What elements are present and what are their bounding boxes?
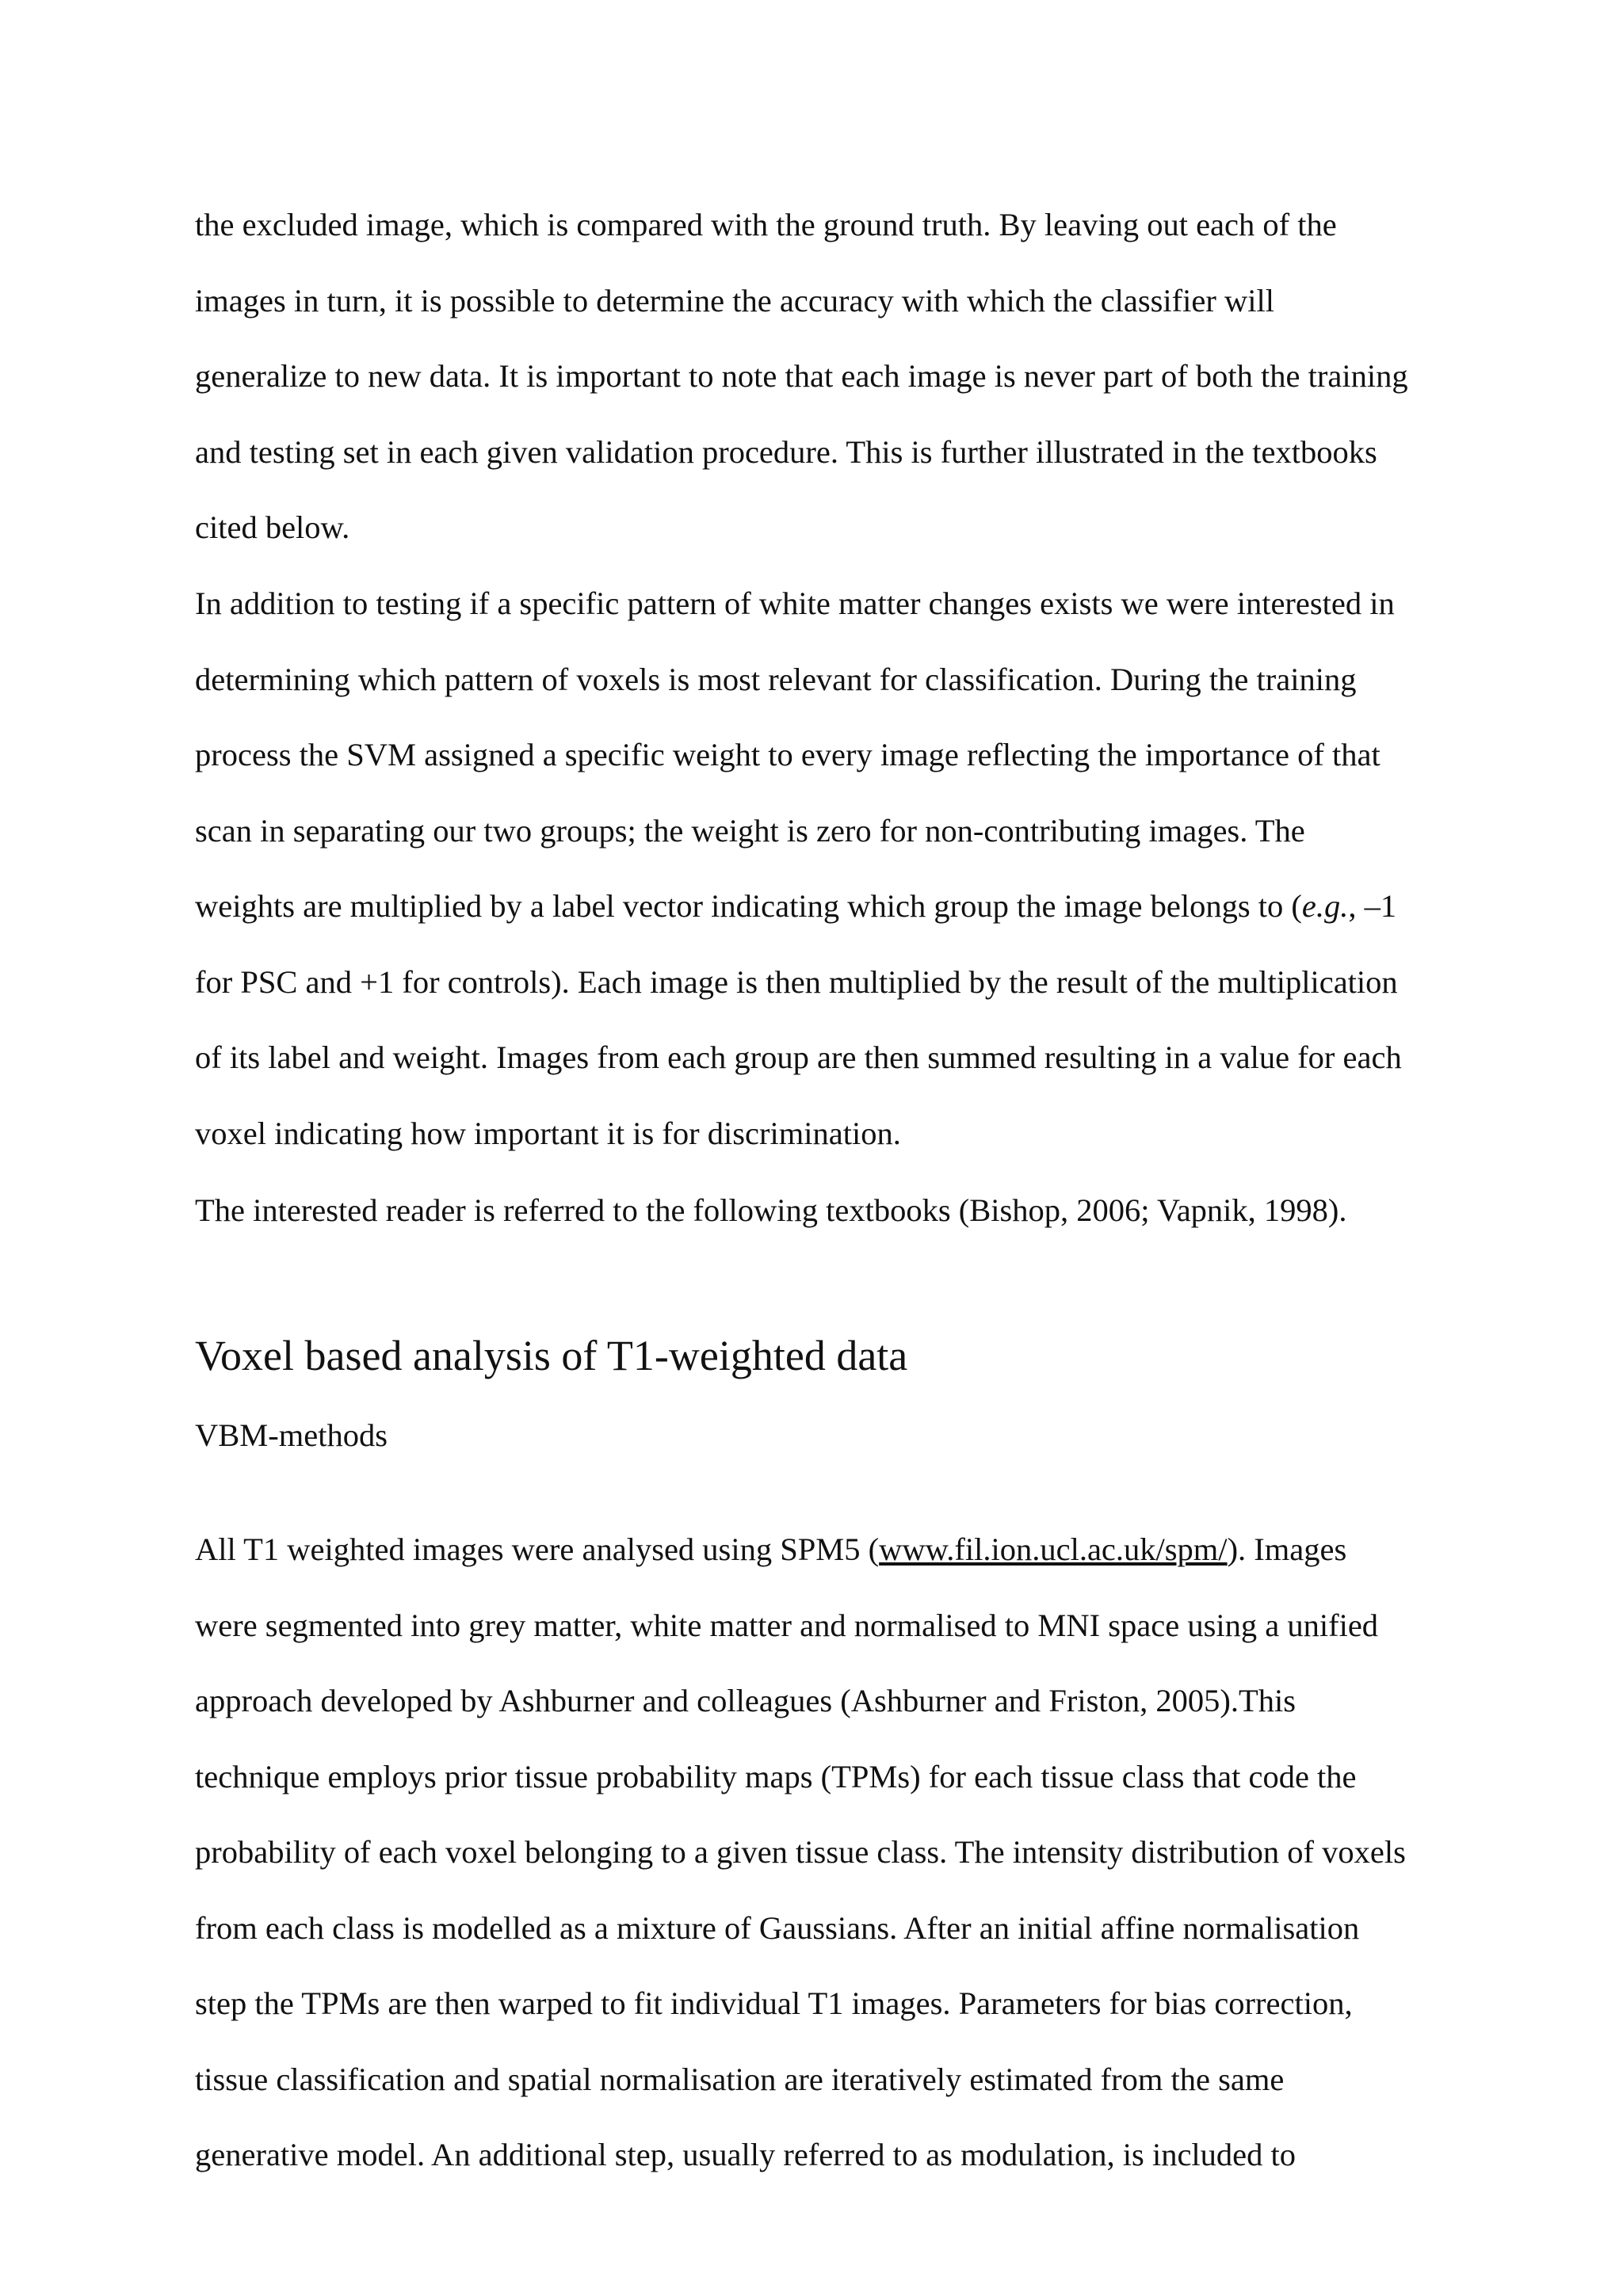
text-line: cited below.: [195, 509, 350, 545]
paragraph-references: [195, 1173, 1347, 1249]
text-line: step the TPMs are then warped to fit individual T1 images. Parameters for bias correction,: [195, 1985, 1353, 2021]
text-fragment: weights are multiplied by a label vector indicating which group the image belongs to (: [195, 888, 1302, 924]
text-line: generative model. An additional step, usually referred to as modulation, is included to: [195, 2137, 1296, 2172]
text-line: The interested reader is referred to the following textbooks (Bishop, 2006; Vapnik, 1998).: [195, 1192, 1347, 1228]
text-line: In addition to testing if a specific pattern of white matter changes exists we were interested in: [195, 585, 1395, 621]
spm-link[interactable]: www.fil.ion.ucl.ac.uk/spm/: [879, 1531, 1228, 1567]
italic-abbreviation: e.g.: [1301, 888, 1349, 924]
section-heading: Voxel based analysis of T1-weighted data: [195, 1332, 908, 1379]
text-line: from each class is modelled as a mixture of Gaussians. After an initial affine normalisation: [195, 1909, 1360, 1946]
text-line: generalize to new data. It is important to note that each image is never part of both the training: [195, 358, 1408, 394]
text-line: and testing set in each given validation procedure. This is further illustrated in the textbooks: [195, 433, 1377, 470]
text-line: of its label and weight. Images from each group are then summed resulting in a value for each: [195, 1039, 1402, 1075]
text-line: tissue classification and spatial normalisation are iteratively estimated from the same: [195, 2061, 1285, 2097]
text-fragment: , –1: [1348, 888, 1397, 924]
text-line: the excluded image, which is compared with the ground truth. By leaving out each of the: [195, 207, 1337, 242]
text-fragment: All T1 weighted images were analysed using SPM5 (: [195, 1531, 880, 1567]
paragraph-cross-validation: [195, 187, 1408, 566]
paragraph-vbm-methods: [195, 1512, 1406, 2193]
text-line: process the SVM assigned a specific weight to every image reflecting the importance of that: [195, 737, 1381, 772]
text-fragment: ). Images: [1227, 1531, 1347, 1567]
text-line: were segmented into grey matter, white matter and normalised to MNI space using a unified: [195, 1607, 1379, 1643]
text-line: scan in separating our two groups; the weight is zero for non-contributing images. The: [195, 812, 1305, 849]
text-line: technique employs prior tissue probability maps (TPMs) for each tissue class that code the: [195, 1758, 1357, 1794]
text-line: [195, 868, 1402, 944]
subsection-heading: VBM-methods: [195, 1417, 388, 1453]
text-line: voxel indicating how important it is for discrimination.: [195, 1115, 901, 1151]
text-line: for PSC and +1 for controls). Each image is then multiplied by the result of the multiplication: [195, 963, 1398, 1000]
text-line: approach developed by Ashburner and colleagues (Ashburner and Friston, 2005).This: [195, 1683, 1296, 1718]
text-line: images in turn, it is possible to determine the accuracy with which the classifier will: [195, 282, 1275, 318]
text-line: probability of each voxel belonging to a given tissue class. The intensity distribution of voxels: [195, 1834, 1406, 1870]
paragraph-svm-weights: [195, 566, 1402, 1171]
text-line: [195, 1512, 1406, 1588]
text-line: determining which pattern of voxels is most relevant for classification. During the training: [195, 661, 1357, 697]
